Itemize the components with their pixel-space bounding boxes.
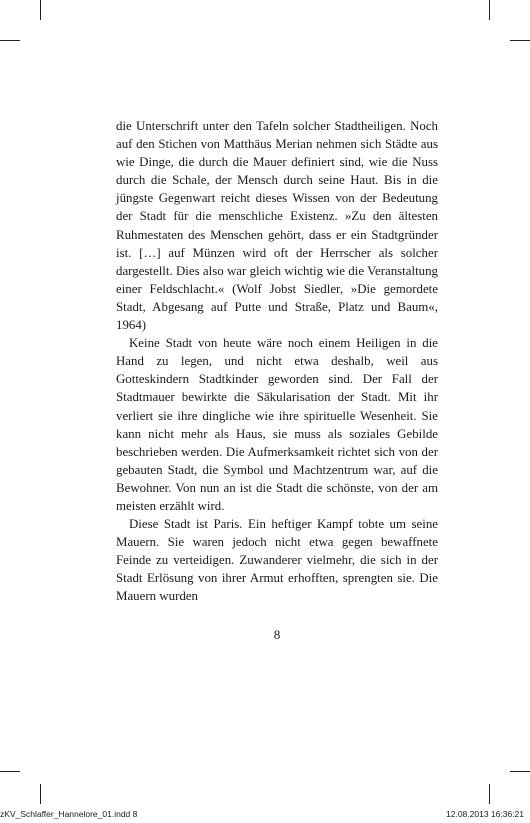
print-slug xyxy=(0,809,530,821)
crop-mark-bottom-left xyxy=(40,784,41,804)
crop-mark-left-bottom xyxy=(0,771,20,772)
paragraph: Keine Stadt von heute wäre noch einem Heiligen in die Hand zu legen, und nicht etwa deshalb, weil aus Gotteskindern Stadtkinder geworden sind. Der Fall der Stadtmauer bewirkte die Säkularisation der Stadt. Mit ihr verliert sie ihre dingliche wie ihre spirituelle Wesenheit. Sie kann nicht mehr als Haus, sie muss als soziales Gebilde beschrieben werden. Die Aufmerksamkeit richtet sich von der gebauten Stadt, die Symbol und Machtzentrum war, auf die Bewohner. Von nun an ist die Stadt die schönste, von der am meisten erzählt wird. xyxy=(116,336,438,513)
crop-mark-right-bottom xyxy=(510,771,530,772)
crop-mark-top-left xyxy=(40,0,41,20)
crop-mark-right-top xyxy=(510,40,530,41)
page-number: 8 xyxy=(273,627,281,642)
body-text xyxy=(116,117,438,606)
crop-mark-top-right xyxy=(489,0,490,20)
crop-mark-left-top xyxy=(0,40,20,41)
slug-filename: zKV_Schlaffer_Hannelore_01.indd 8 xyxy=(0,809,138,819)
paragraph: Diese Stadt ist Paris. Ein heftiger Kampf tobte um seine Mauern. Sie waren jedoch nicht etwa gegen bewaffnete Feinde zu verteidigen. Zuwanderer vielmehr, die sich in der Stadt Erlösung von ihrer Armut erhofften, sprengten sie. Die Mauern wurden xyxy=(116,517,438,604)
paragraph: die Unterschrift unter den Tafeln solcher Stadtheiligen. Noch auf den Stichen von Matthäus Merian nehmen sich Städte aus wie Dinge, die durch die Mauer definiert sind, wie die Nuss durch die Schale, der Mensch durch seine Haut. Bis in die jüngste Gegenwart reicht dieses Wissen von der Bedeutung der Stadt für die menschliche Existenz. »Zu den ältesten Ruhmestaten des Menschen gehört, dass er ein Stadtgründer ist. […] auf Münzen wird oft der Herrscher als solcher dargestellt. Dies also war gleich wichtig wie die Veranstaltung einer Feldschlacht.« (Wolf Jobst Siedler, »Die gemordete Stadt, Abgesang auf Putte und Straße, Platz und Baum«, 1964) xyxy=(116,119,438,333)
slug-timestamp: 12.08.2013 16:36:21 xyxy=(446,809,524,819)
crop-mark-bottom-right xyxy=(489,784,490,804)
